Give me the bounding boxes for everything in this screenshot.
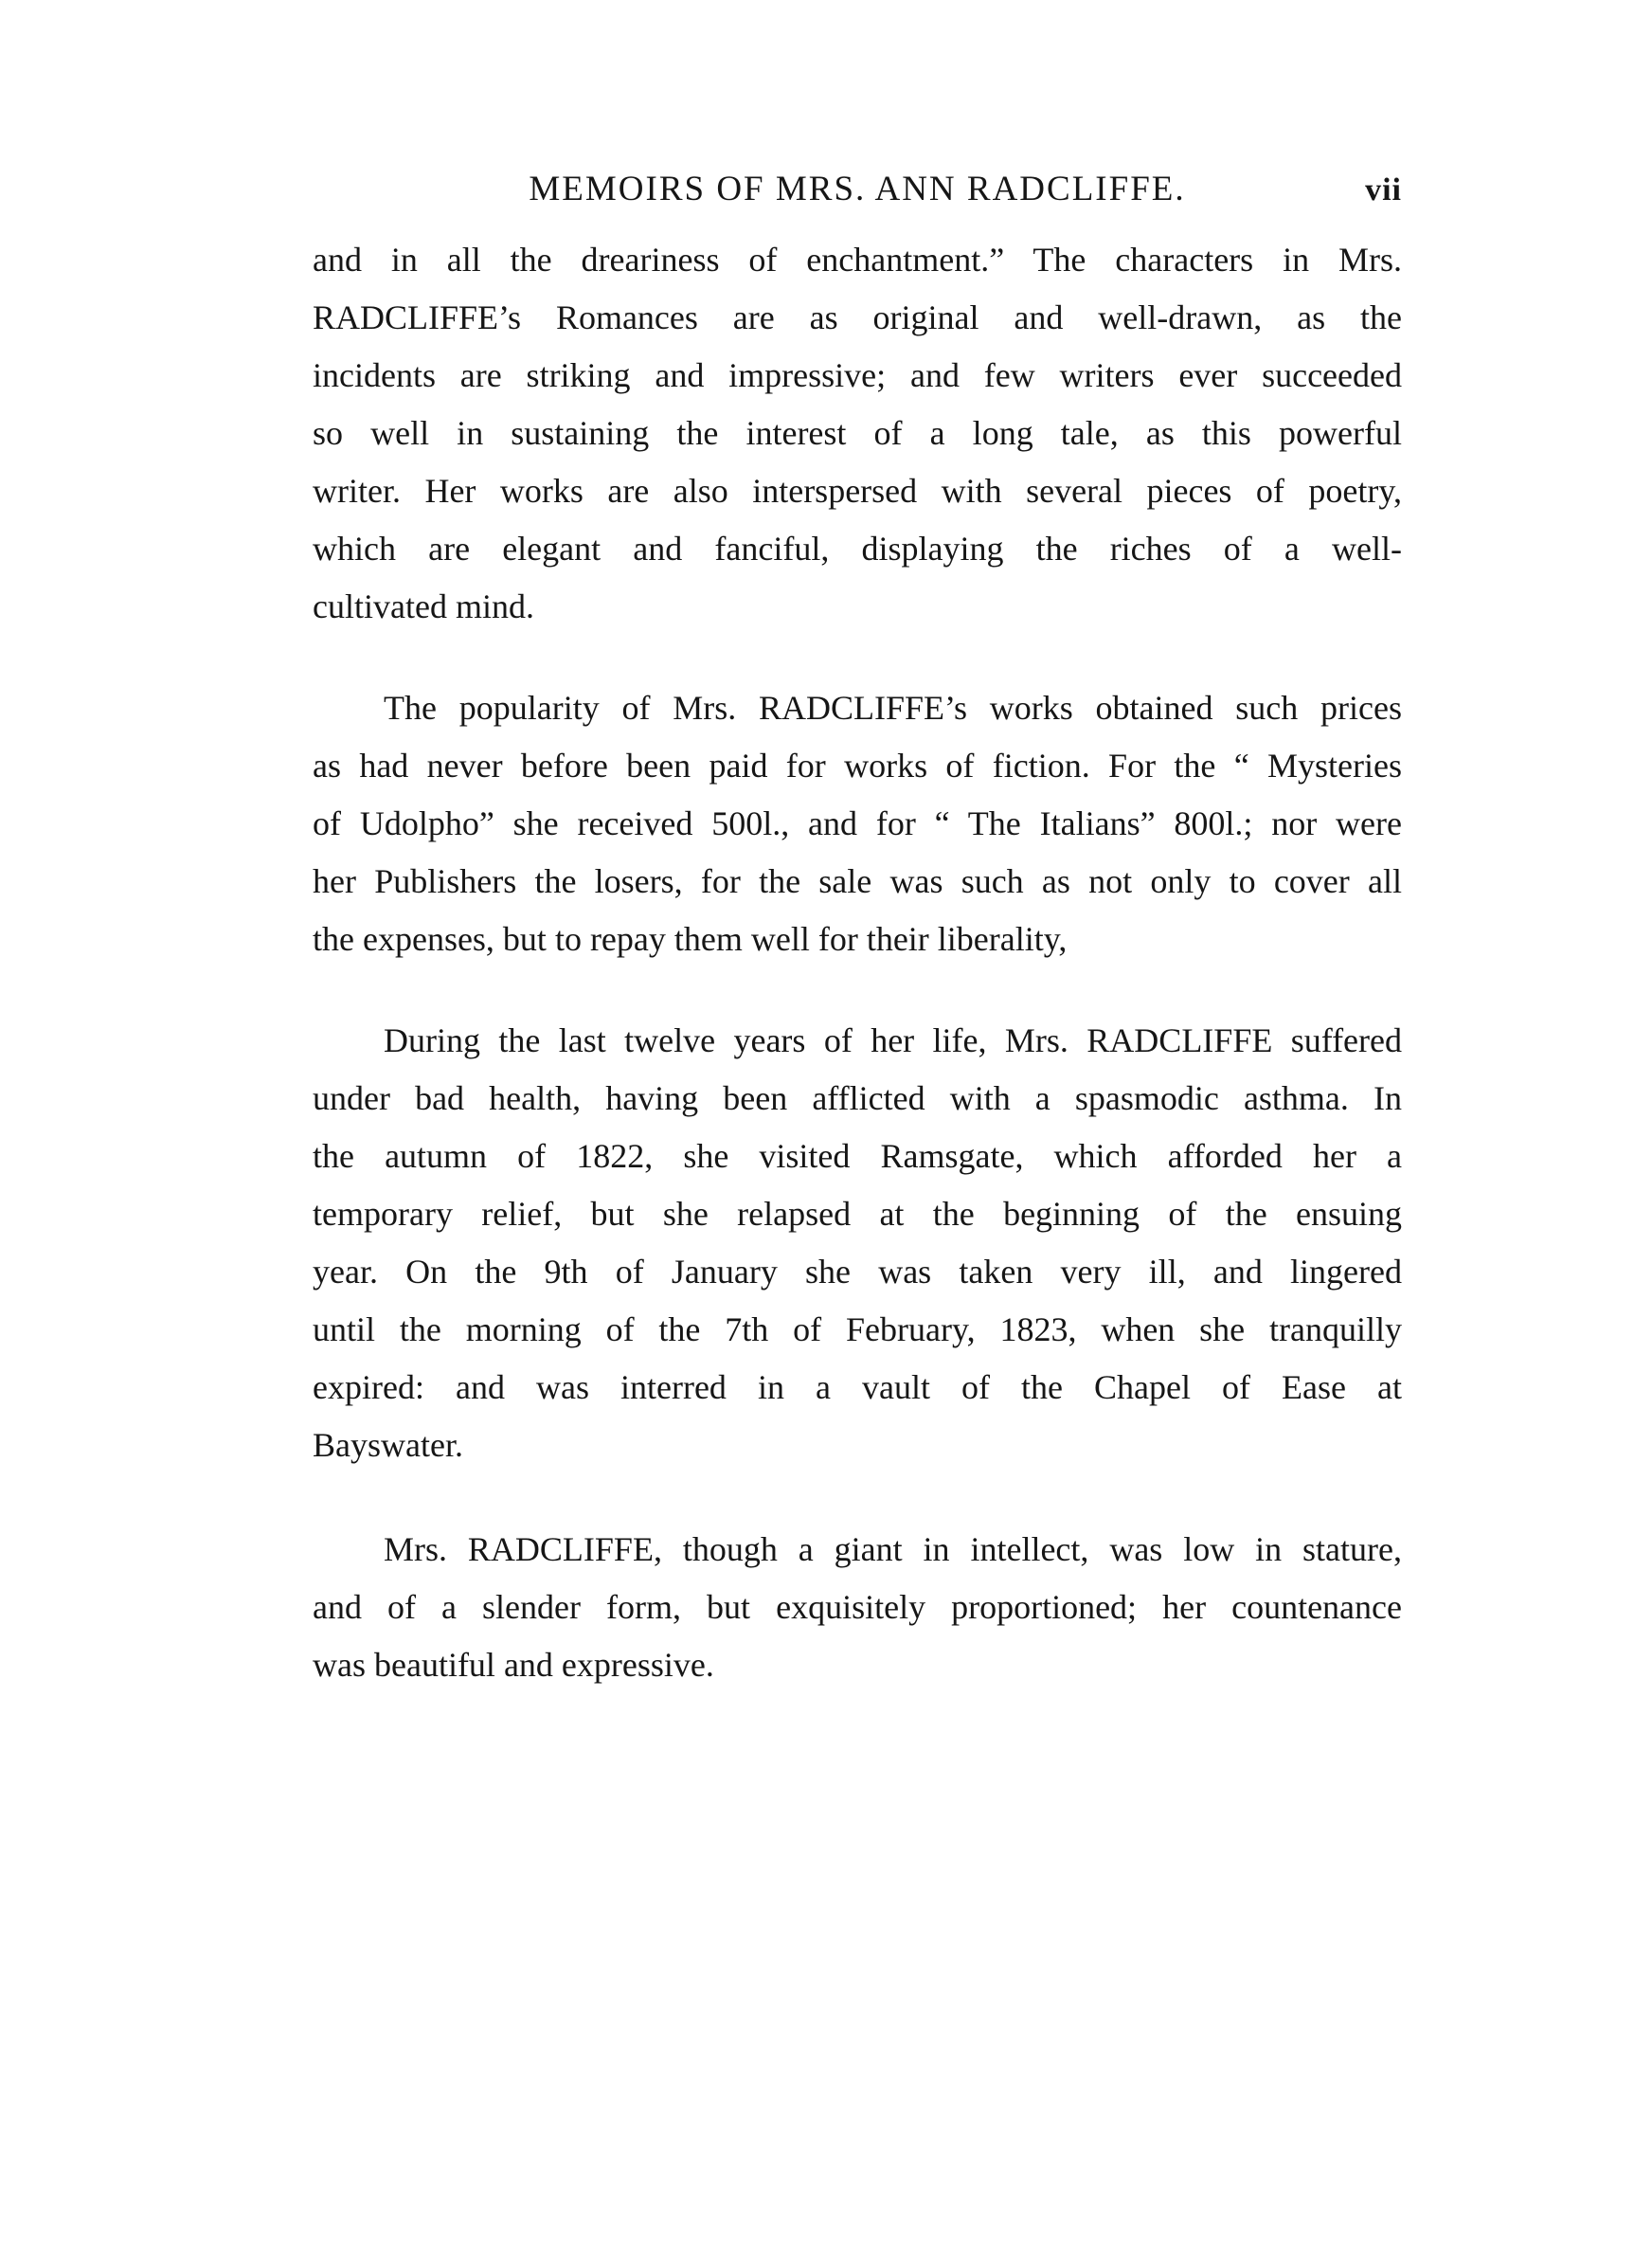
text-line: was beautiful and expressive. bbox=[313, 1646, 714, 1684]
text-line: Bayswater. bbox=[313, 1426, 463, 1464]
text-line: incidents are striking and impressive; and few writers ever succeeded bbox=[313, 356, 1402, 394]
text-line: year. On the 9th of January she was taken very ill, and lingered bbox=[313, 1253, 1402, 1291]
text-line: of Udolpho” she received 500l., and for “ The Italians” 800l.; nor were bbox=[313, 804, 1402, 842]
paragraph-last-years bbox=[313, 1012, 1402, 1474]
text-line: cultivated mind. bbox=[313, 587, 534, 625]
text-line: until the morning of the 7th of February, 1823, when she tranquilly bbox=[313, 1310, 1402, 1348]
text-line: and of a slender form, but exquisitely proportioned; her countenance bbox=[313, 1588, 1402, 1626]
text-line: Mrs. RADCLIFFE, though a giant in intellect, was low in stature, bbox=[384, 1530, 1402, 1568]
text-line: so well in sustaining the interest of a long tale, as this powerful bbox=[313, 414, 1402, 452]
text-line: RADCLIFFE’s Romances are as original and well-drawn, as the bbox=[313, 298, 1402, 336]
text-line: During the last twelve years of her life, Mrs. RADCLIFFE suffered bbox=[384, 1021, 1402, 1059]
running-title: MEMOIRS OF MRS. ANN RADCLIFFE. bbox=[529, 170, 1186, 208]
text-line: temporary relief, but she relapsed at the beginning of the ensuing bbox=[313, 1195, 1402, 1233]
text-line: the autumn of 1822, she visited Ramsgate, which afforded her a bbox=[313, 1137, 1402, 1175]
text-line: and in all the dreariness of enchantment.” The characters in Mrs. bbox=[313, 241, 1402, 279]
paragraph-popularity bbox=[313, 679, 1402, 968]
text-line: as had never before been paid for works of fiction. For the “ Mysteries bbox=[313, 747, 1402, 785]
running-head bbox=[313, 169, 1402, 226]
text-line: under bad health, having been afflicted with a spasmodic asthma. In bbox=[313, 1079, 1402, 1117]
page-number: vii bbox=[1365, 172, 1402, 208]
text-line: writer. Her works are also interspersed with several pieces of poetry, bbox=[313, 472, 1402, 510]
text-line: the expenses, but to repay them well for their liberality, bbox=[313, 920, 1068, 958]
paragraph-enchantment bbox=[313, 231, 1402, 636]
paragraph-stature bbox=[313, 1521, 1402, 1694]
text-line: The popularity of Mrs. RADCLIFFE’s works obtained such prices bbox=[384, 689, 1402, 727]
text-line: expired: and was interred in a vault of the Chapel of Ease at bbox=[313, 1368, 1402, 1406]
text-line: which are elegant and fanciful, displaying the riches of a well- bbox=[313, 530, 1402, 568]
text-line: her Publishers the losers, for the sale was such as not only to cover all bbox=[313, 862, 1402, 900]
